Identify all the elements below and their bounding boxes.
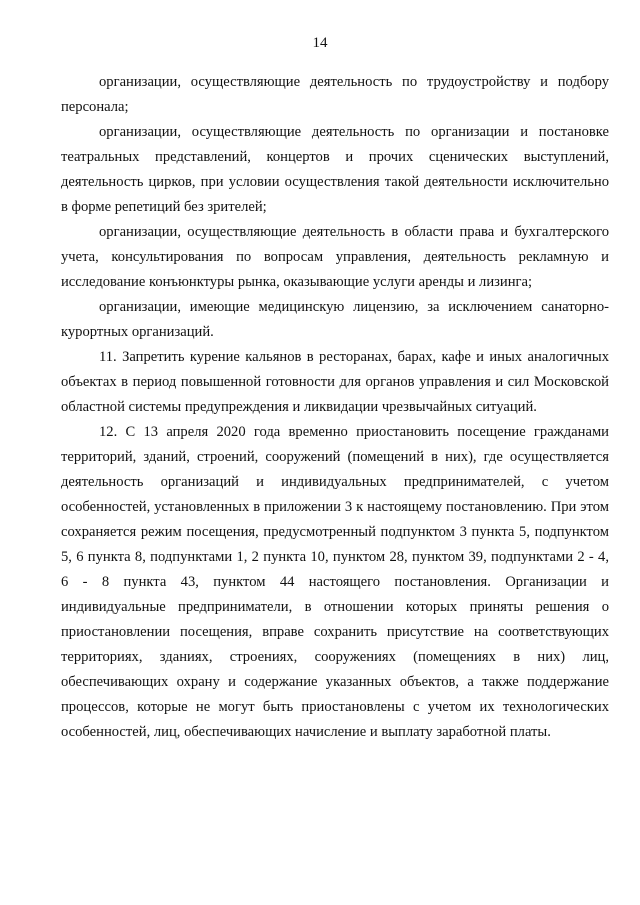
document-body — [61, 70, 609, 745]
paragraph-legal-accounting-organizations: организации, осуществляющие деятельность в области права и бухгалтерского учета, консультирования по вопросам управления, деятельность рекламную и исследование конъюнктуры рынка, оказывающие услуги аренды и лизинга; — [61, 224, 609, 290]
paragraph-item-11: 11. Запретить курение кальянов в ресторанах, барах, кафе и иных аналогичных объектах в период повышенной готовности для органов управления и сил Московской областной системы предупреждения и ликвидации чрезвычайных ситуаций. — [61, 349, 609, 415]
paragraph-item-12: 12. С 13 апреля 2020 года временно приостановить посещение гражданами территорий, зданий, строений, сооружений (помещений в них), где осуществляется деятельность организаций и индивидуальных предпринимателей, с учетом особенностей, установленных в приложении 3 к настоящему постановлению. При этом сохраняется режим посещения, предусмотренный подпунктом 3 пункта 5, подпунктом 5, 6 пункта 8, подпунктами 1, 2 пункта 10, пунктом 28, пунктом 39, подпунктами 2 - 4, 6 - 8 пункта 43, пунктом 44 настоящего постановления. Организации и индивидуальные предприниматели, в отношении которых приняты решения о приостановлении посещения, вправе сохранить присутствие на соответствующих территориях, зданиях, строениях, сооружениях (помещениях в них) лиц, обеспечивающих охрану и содержание указанных объектов, а также поддержание процессов, которые не могут быть приостановлены с учетом их технологических особенностей, лиц, обеспечивающих начисление и выплату заработной платы. — [61, 424, 609, 740]
paragraph-employment-organizations: организации, осуществляющие деятельность по трудоустройству и подбору персонала; — [61, 74, 609, 115]
paragraph-theatrical-organizations: организации, осуществляющие деятельность по организации и постановке театральных представлений, концертов и прочих сценических выступлений, деятельность цирков, при условии осуществления такой деятельности исключительно в форме репетиций без зрителей; — [61, 124, 609, 215]
page-number: 14 — [312, 35, 328, 51]
paragraph-medical-organizations: организации, имеющие медицинскую лицензию, за исключением санаторно-курортных организаций. — [61, 299, 609, 340]
